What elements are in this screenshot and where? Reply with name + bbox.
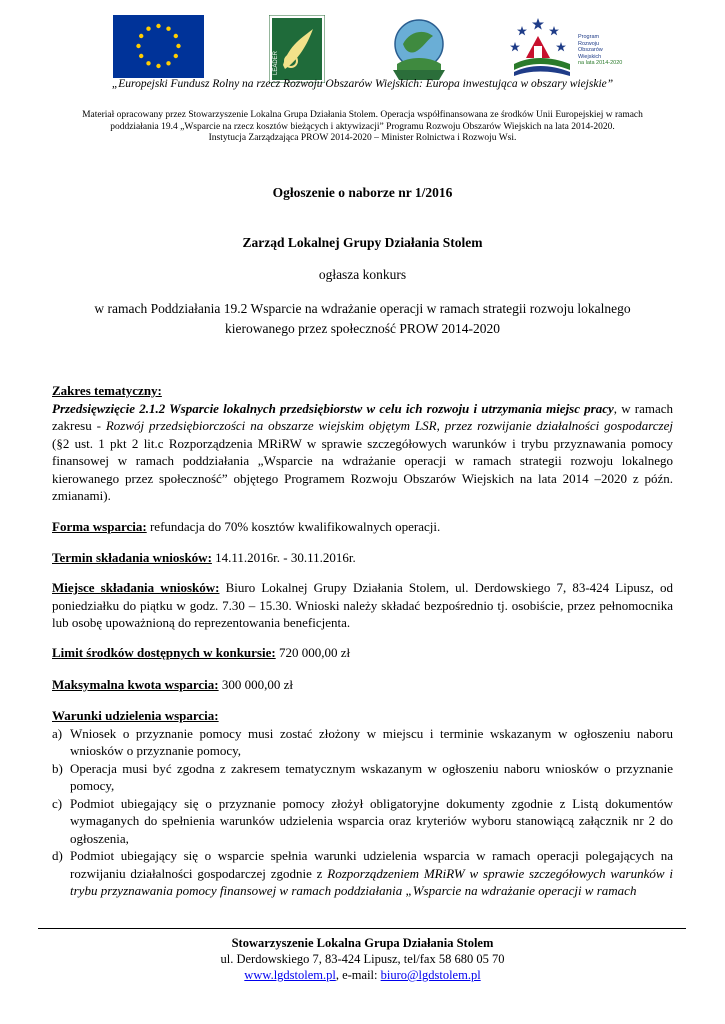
website-link[interactable]: www.lgdstolem.pl: [244, 968, 336, 982]
funding-info: [60, 110, 665, 145]
miejsce-value: Biuro Lokalnej Grupy Działania Stolem, ul. Derdowskiego 7, 83-424 Lipusz, od poniedziałku do piątku w godz. 7.30 – 15.30. Wnioski należy składać bezpośrednio tj. osobiście, przez pełnomocnika lub osobę upoważnioną do reprezentowania beneficjenta.: [52, 580, 674, 630]
board-heading: Zarząd Lokalnej Grupy Działania Stolem: [242, 235, 483, 250]
zakres-text: , w ramach zakresu -: [52, 400, 673, 433]
warunki-label: Warunki udzielenia wsparcia:: [52, 708, 219, 723]
max-section: [52, 676, 673, 694]
funding-info-line: Instytucja Zarządzająca PROW 2014-2020 – Minister Rolnictwa i Rozwoju Wsi.: [208, 133, 517, 143]
miejsce-label: Miejsce składania wniosków:: [52, 580, 220, 595]
limit-label: Limit środków dostępnych w konkursie:: [52, 645, 276, 660]
list-item-text: Wniosek o przyznanie pomocy musi zostać złożony w miejscu i terminie wskazanym w ogłoszeniu naboru wniosków o przyznanie pomocy,: [70, 725, 673, 758]
prow-logo-line: Wiejskich: [578, 53, 602, 60]
limit-section: [52, 644, 673, 662]
footer-email-prefix: , e-mail:: [335, 968, 381, 982]
forma-section: [52, 518, 673, 536]
zakres-undertaking: Przedsięwzięcie 2.1.2 Wsparcie lokalnych przedsiębiorstw w celu ich rozwoju i utrzymania miejsc pracy: [52, 400, 614, 416]
leader-label: LEADER: [273, 50, 279, 75]
zakres-italic: Rozwój przedsiębiorczości na obszarze wiejskim objętym LSR, przez rozwijanie działalności gospodarczej: [105, 418, 673, 433]
list-item: [52, 847, 673, 900]
list-item: [52, 760, 673, 795]
email-link[interactable]: biuro@lgdstolem.pl: [380, 968, 481, 982]
forma-value: refundacja do 70% kosztów kwalifikowalnych operacji.: [146, 519, 441, 534]
zakres-text: (§2 ust. 1 pkt 2 lit.c Rozporządzenia MRiRW w sprawie szczegółowych warunków i trybu przyznawania pomocy finansowej w ramach poddziałania „Wsparcie na wdrażanie operacji w ramach strategii rozwoju lokalnego kierowanego przez społeczność” objętego Programem Rozwoju Obszarów Wiejskich na lata 2014 –2020 z późn. zmianami).: [52, 435, 673, 503]
termin-label: Termin składania wniosków:: [52, 550, 212, 565]
miejsce-section: [52, 579, 673, 632]
footer-address: ul. Derdowskiego 7, 83-424 Lipusz, tel/fax 58 680 05 70: [220, 952, 505, 966]
eu-flag-icon: [113, 15, 204, 78]
max-value: 300 000,00 zł: [218, 677, 293, 692]
warunki-list: [52, 725, 673, 900]
list-item-italic: Rozporządzeniem MRiRW w sprawie szczegółowych warunków i trybu przyznawania pomocy finansowej w ramach poddziałania „Wsparcie na wdrażanie operacji w ramach: [70, 865, 673, 898]
prow-logo-line: Rozwoju: [578, 40, 600, 47]
termin-value: 14.11.2016r. - 30.11.2016r.: [211, 550, 356, 565]
list-item-label: c): [52, 795, 63, 811]
funding-info-line: Materiał opracowany przez Stowarzyszenie Lokalna Grupa Działania Stolem. Operacja współfinansowana ze środków Unii Europejskiej w ramach: [82, 110, 643, 120]
footer-divider: [38, 928, 686, 929]
logo-bar: [0, 12, 725, 84]
prow-logo-text: [578, 34, 622, 67]
zakres-section: [52, 382, 673, 505]
lgd-stolem-logo: [383, 14, 455, 86]
zakres-label: Zakres tematyczny:: [52, 383, 162, 398]
footer-org: Stowarzyszenie Lokalna Grupa Działania Stolem: [231, 936, 494, 950]
list-item: [52, 725, 673, 760]
list-item-label: b): [52, 760, 63, 776]
prow-logo-line: Program: [578, 34, 600, 40]
list-item: [52, 795, 673, 848]
list-item-text: Podmiot ubiegający się o wsparcie spełnia warunki udzielenia wsparcia w ramach operacji polegających na rozwijaniu działalności gospodarczej zgodnie z: [70, 848, 673, 881]
leader-logo: [269, 15, 325, 83]
list-item-text: Operacja musi być zgodna z zakresem tematycznym wskazanym w ogłoszeniu naboru wniosków o przyznanie pomocy,: [70, 760, 673, 793]
warunki-section: [52, 707, 673, 900]
funding-info-line: poddziałania 19.4 „Wsparcie na rzecz kosztów bieżących i aktywizacji” Programu Rozwoju Obszarów Wiejskich na lata 2014-2020.: [110, 121, 615, 132]
prow-logo-sub: na lata 2014-2020: [578, 60, 623, 66]
forma-label: Forma wsparcia:: [52, 519, 147, 534]
announcement-title: Ogłoszenie o naborze nr 1/2016: [272, 185, 453, 200]
list-item-text: Podmiot ubiegający się o przyznanie pomocy złożył obligatoryjne dokumenty zgodnie z Listą dokumentów wymaganych do spełnienia warunków udzielenia wsparcia oraz kryteriów wyboru stanowiącą załącznik nr 2 do ogłoszenia,: [70, 795, 673, 846]
list-item-label: a): [52, 725, 63, 741]
max-label: Maksymalna kwota wsparcia:: [52, 677, 219, 692]
footer: [0, 935, 725, 983]
announces-text: ogłasza konkurs: [318, 267, 407, 282]
limit-value: 720 000,00 zł: [275, 645, 351, 660]
list-item-label: d): [52, 848, 63, 863]
prow-logo-line: Obszarów: [578, 47, 603, 53]
termin-section: [52, 549, 673, 567]
program-motto: „Europejski Fundusz Rolny na rzecz Rozwoju Obszarów Wiejskich: Europa inwestująca w obszary wiejskie”: [111, 78, 614, 90]
scope-line: w ramach Poddziałania 19.2 Wsparcie na wdrażanie operacji w ramach strategii rozwoju lokalnego kierowanego przez społeczność PROW 2014-2020: [94, 301, 631, 336]
